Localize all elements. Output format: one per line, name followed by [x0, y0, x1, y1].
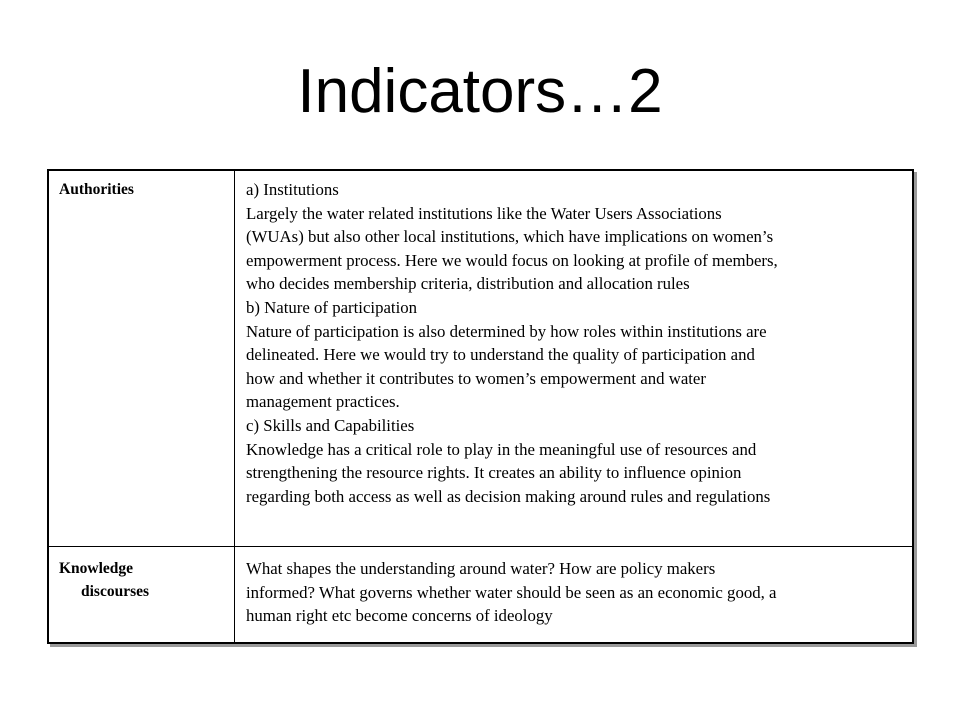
content-line: c) Skills and Capabilities — [246, 415, 415, 435]
content-line: Largely the water related institutions like the Water Users Associations — [246, 203, 722, 223]
table-row-knowledge-discourses — [49, 547, 912, 643]
content-line: management practices. — [246, 392, 400, 412]
content-line: regarding both access as well as decision making around rules and regulations — [246, 486, 771, 506]
content-line: Knowledge has a critical role to play in the meaningful use of resources and — [246, 439, 757, 459]
content-line: (WUAs) but also other local institutions, which have implications on women’s — [246, 227, 774, 247]
row-label-authorities — [49, 171, 235, 547]
table-row-authorities — [49, 171, 912, 547]
content-line: who decides membership criteria, distribution and allocation rules — [246, 274, 690, 294]
content-line: human right etc become concerns of ideology — [246, 606, 553, 626]
label-line: Knowledge — [59, 560, 134, 577]
content-line: empowerment process. Here we would focus on looking at profile of members, — [246, 250, 778, 270]
row-label-knowledge-discourses — [49, 547, 235, 643]
row-content-authorities — [235, 171, 913, 547]
content-line: delineated. Here we would try to understand the quality of participation and — [246, 345, 755, 365]
row-content-knowledge-discourses — [235, 547, 913, 643]
slide-title: Indicators…2 — [297, 57, 663, 126]
label-line: discourses — [81, 583, 150, 600]
content-line: Nature of participation is also determined by how roles within institutions are — [246, 321, 767, 341]
content-line: a) Institutions — [246, 180, 339, 199]
content-line: strengthening the resource rights. It creates an ability to influence opinion — [246, 463, 742, 483]
content-line: informed? What governs whether water should be seen as an economic good, a — [246, 582, 777, 602]
content-line: What shapes the understanding around water? How are policy makers — [246, 559, 716, 578]
label-line: Authorities — [59, 181, 134, 198]
content-line: b) Nature of participation — [246, 297, 418, 317]
content-line: how and whether it contributes to women’s empowerment and water — [246, 368, 706, 388]
indicators-table — [47, 169, 914, 644]
